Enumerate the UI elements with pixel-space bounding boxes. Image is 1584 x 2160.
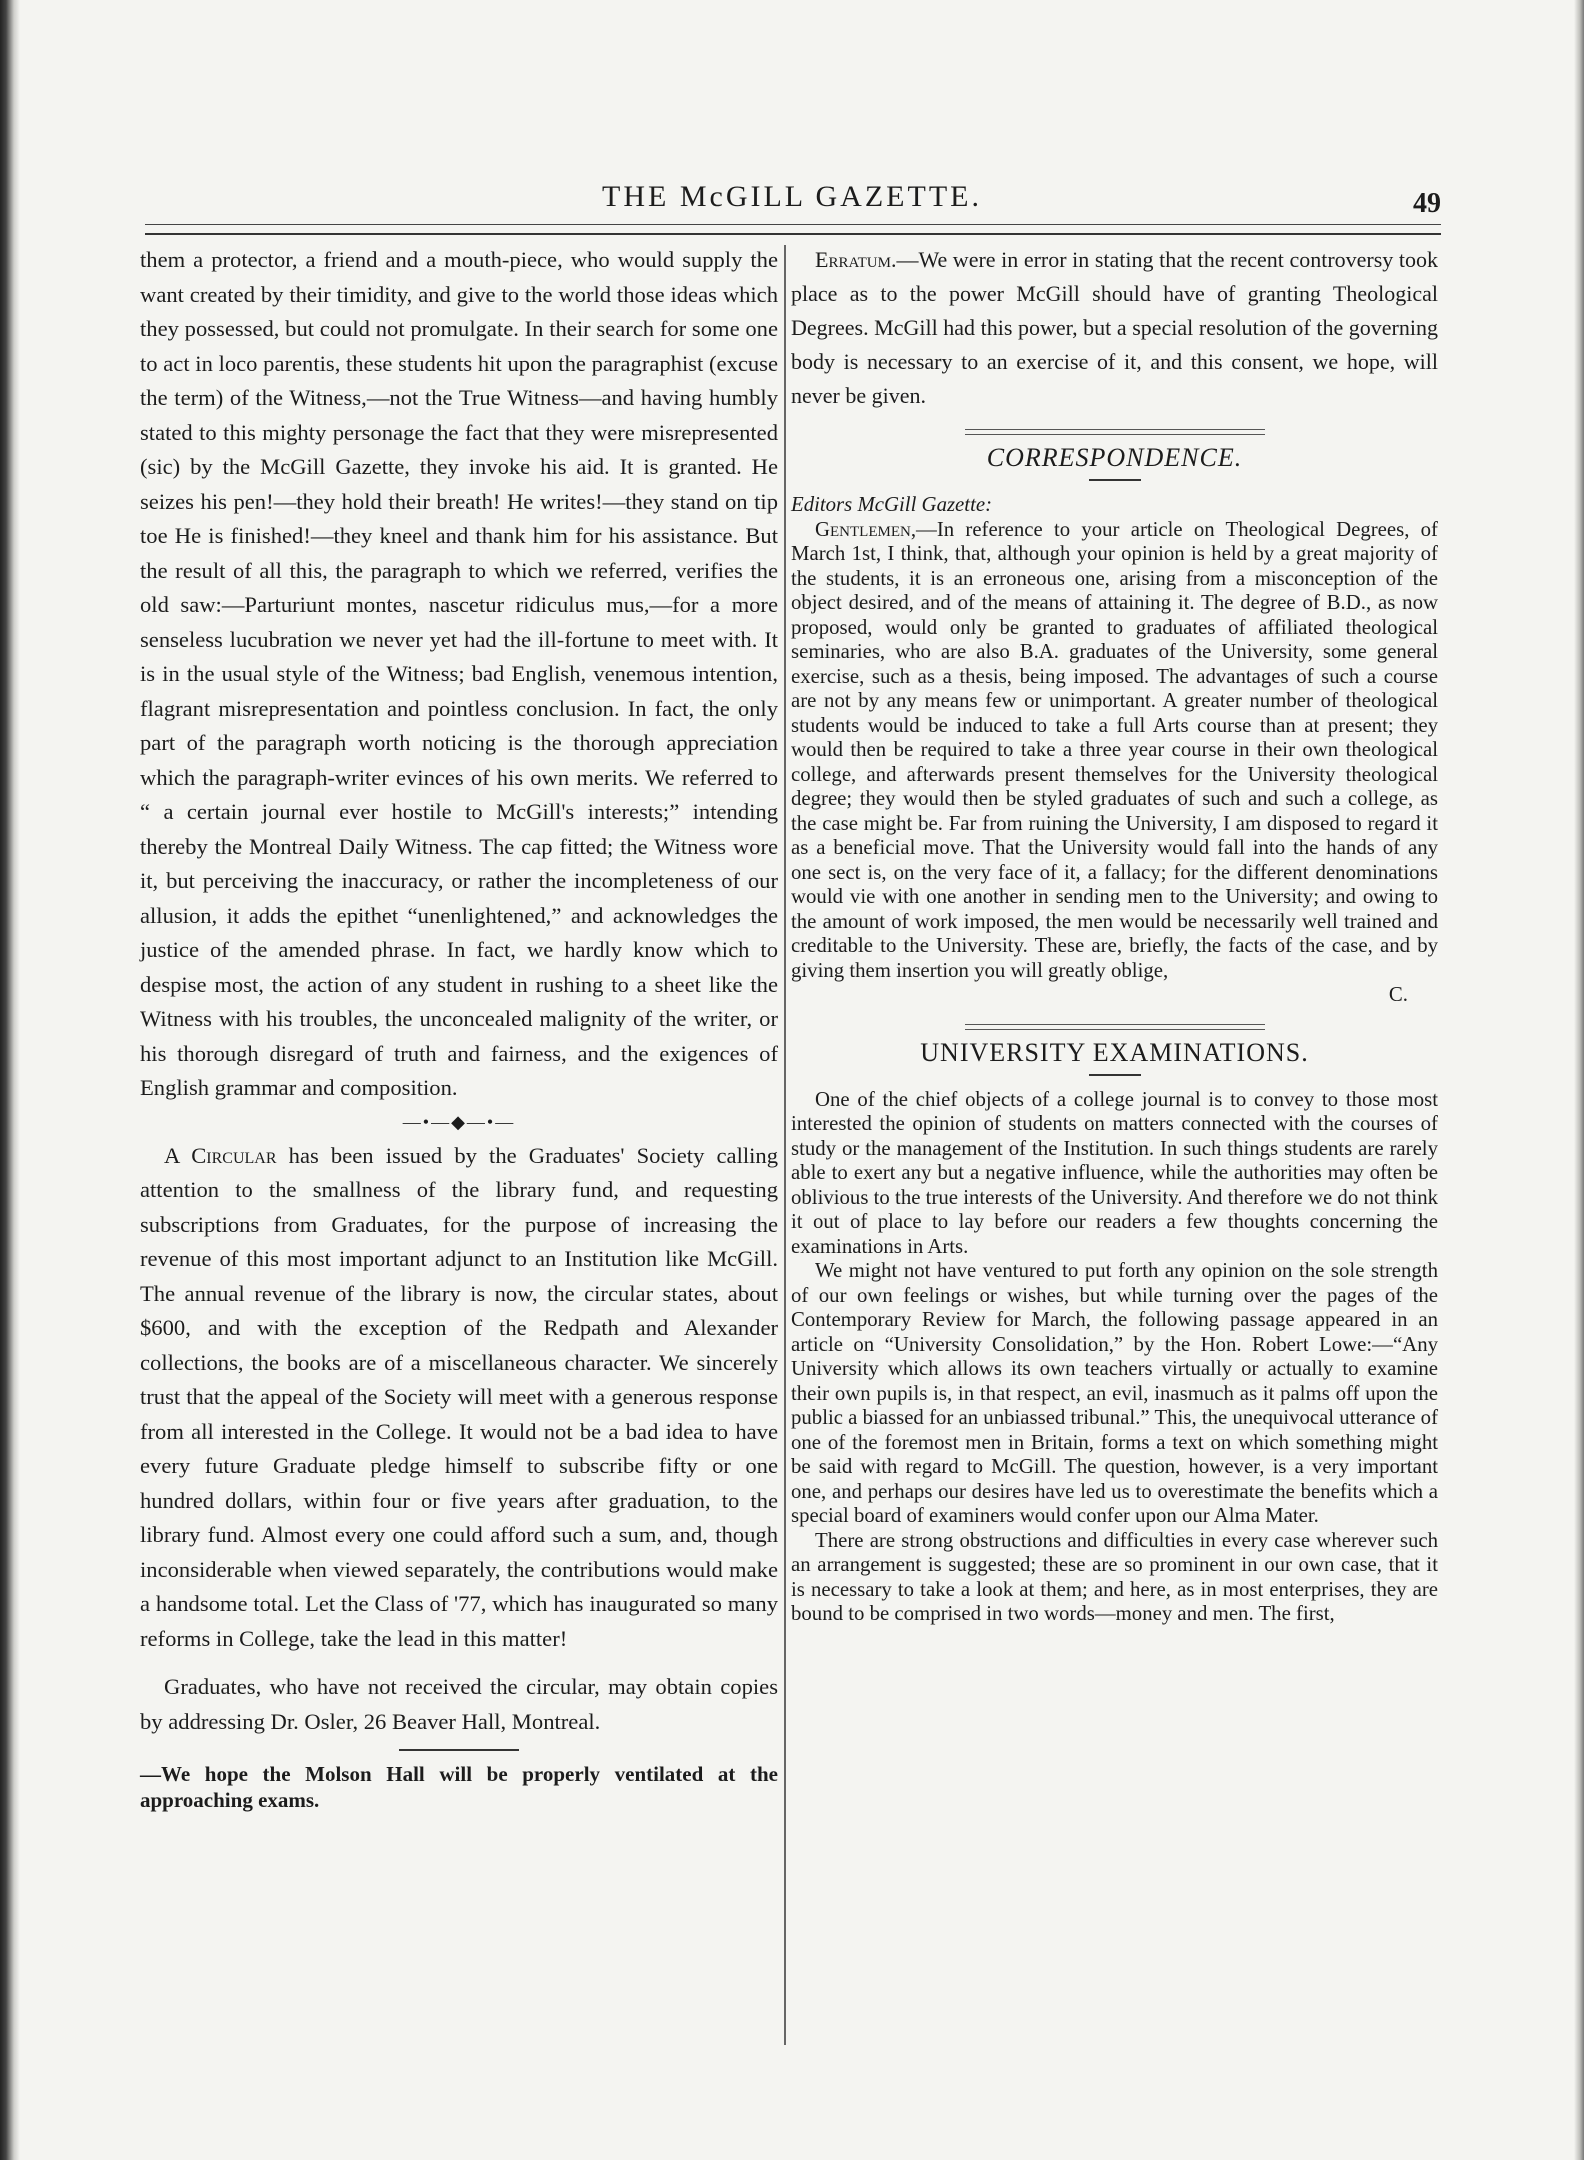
examinations-paragraph-3: There are strong obstructions and difficulties in every case wherever such an arrangement is suggested; these are so prominent in our own case, that it is necessary to take a look at them; and here, as in most enterprises, they are bound to be comprised in two words—money and men. The first,	[791, 1528, 1438, 1625]
erratum-text: —We were in error in stating that the recent controversy took place as to the power McGill should have of granting Theological Degrees. McGill had this power, but a special resolution of the governing body is necessary to an exercise of it, and this consent, we hope, will never be given.	[791, 247, 1438, 408]
page-number: 49	[1413, 188, 1441, 219]
circular-paragraph	[140, 1139, 778, 1657]
correspondence-salutation: Editors McGill Gazette:	[791, 493, 993, 516]
examinations-paragraph-1: One of the chief objects of a college journal is to convey to those most interested the opinion of students on matters connected with the courses of study or the management of the Institution. In such things students are rarely able to exert any but a negative influence, while the authorities may often be oblivious to the true interests of the University. And therefore we do not think it out of place to lay before our readers a few thoughts concerning the examinations in Arts.	[791, 1087, 1438, 1258]
letter-lead: Gentlemen,	[815, 517, 917, 541]
correspondence-heading: CORRESPONDENCE.	[986, 443, 1243, 472]
circular-lead: A Circular	[164, 1142, 277, 1168]
erratum-lead: Erratum.	[815, 247, 897, 272]
page-edge	[1574, 0, 1584, 2160]
correspondence-letter	[791, 518, 1438, 984]
erratum-paragraph	[791, 243, 1438, 413]
heading-rule-2	[1089, 1074, 1141, 1076]
section-ornament: —•—◆—•—	[402, 1111, 516, 1132]
examinations-paragraph-2: We might not have ventured to put forth any opinion on the sole strength of our own feelings or wishes, but while turning over the pages of the Contemporary Review for March, the following passage appeared in an article on “University Consolidation,” by the Hon. Robert Lowe:—“Any University which allows its own teachers virtually or actually to examine their own pupils is, in that respect, an evil, inasmuch as it palms off upon the public a biassed for an unbiassed tribunal.” This, the unequivocal utterance of one of the foremost men in Britain, forms a text on which something might be said with regard to McGill. The question, however, is a very important one, and perhaps our desires have led us to overestimate the benefits which a special board of examiners would confer upon our Alma Mater.	[791, 1259, 1439, 1527]
page-header-title: THE McGILL GAZETTE.	[602, 180, 982, 213]
binding-edge	[0, 0, 20, 2160]
column-divider	[784, 245, 786, 2045]
section-rule	[965, 429, 1265, 435]
article-witness-paragraph: them a protector, a friend and a mouth-piece, who would supply the want created by their timidity, and give to the world those ideas which they possessed, but could not promulgate. In their search for some one to act in loco parentis, these students hit upon the paragraphist (excuse the term) of the Witness,—not the True Witness—and having humbly stated to this mighty personage the fact that they were misrepresented (sic) by the McGill Gazette, they invoke his aid. It is granted. He seizes his pen!—they hold their breath! He writes!—they stand on tip toe He is finished!—they kneel and thank him for his assistance. But the result of all this, the paragraph to which we referred, verifies the old saw:—Parturiunt montes, nascetur ridiculus mus,—for a more senseless lucubration we never yet had the ill-fortune to meet with. It is in the usual style of the Witness; bad English, venemous intention, flagrant misrepresentation and pointless conclusion. In fact, the only part of the paragraph worth noticing is the thorough appreciation which the paragraph-writer evinces of his own merits. We referred to “ a certain journal ever hostile to McGill's interests;” intending thereby the Montreal Daily Witness. The cap fitted; the Witness wore it, but perceiving the inaccuracy, or rather the incompleteness of our allusion, it adds the epithet “unenlightened,” and acknowledges the justice of the amended phrase. In fact, we hardly know which to despise most, the action of any student in rushing to a sheet like the Witness with his troubles, the unconcealed malignity of the writer, or his thorough disregard of truth and fairness, and the exigences of English grammar and composition.	[140, 247, 778, 1100]
left-column	[140, 243, 778, 1813]
heading-rule	[1089, 479, 1141, 481]
right-column	[791, 243, 1438, 1627]
section-rule-2	[965, 1024, 1265, 1030]
molson-hall-note: —We hope the Molson Hall will be properly ventilated at the approaching exams.	[140, 1762, 778, 1812]
circular-text: has been issued by the Graduates' Society calling attention to the smallness of the library fund, and requesting subscriptions from Graduates, for the purpose of increasing the revenue of this most important adjunct to an Institution like McGill. The annual revenue of the library is now, the circular states, about $600, and with the exception of the Redpath and Alexander collections, the books are of a miscellaneous character. We sincerely trust that the appeal of the Society will meet with a generous response from all interested in the College. It would not be a bad idea to have every future Graduate pledge himself to subscribe fifty or one hundred dollars, within four or five years after graduation, to the library fund. Almost every one could afford such a sum, and, though inconsiderable when viewed separately, the contributions would make a handsome total. Let the Class of '77, which has inaugurated so many reforms in College, take the lead in this matter!	[140, 1142, 778, 1651]
letter-text: —In reference to your article on Theological Degrees, of March 1st, I think, that, although your opinion is held by a great majority of the students, it is an erroneous one, arising from a misconception of the object desired, and of the means of attaining it. The degree of B.D., as now proposed, would only be granted to graduates of affiliated theological seminaries, who are also B.A. graduates of the University, some general exercise, such as a thesis, being imposed. The advantages of such a course are not by any means few or unimportant. A greater number of theological students would be induced to take a full Arts course than at present; they would then be required to take a three year course in their own theological college, and afterwards present themselves for the University theological degree; they would then be styled graduates of such and such a college, as the case might be. Far from ruining the University, I am disposed to regard it as a beneficial move. That the University would fall into the hands of any one sect is, on the very face of it, a fallacy; for the different denominations would vie with one another in sending men to the University; and owing to the amount of work imposed, the men would be necessarily well trained and creditable to the University. These are, briefly, the facts of the case, and by giving them insertion you will greatly oblige,	[791, 517, 1438, 982]
examinations-heading: UNIVERSITY EXAMINATIONS.	[920, 1037, 1309, 1067]
ornament-rule	[399, 1749, 519, 1751]
letter-signature: C.	[1388, 983, 1408, 1006]
header-rule	[145, 224, 1441, 235]
osler-paragraph: Graduates, who have not received the circular, may obtain copies by addressing Dr. Osler, 26 Beaver Hall, Montreal.	[140, 1674, 778, 1734]
